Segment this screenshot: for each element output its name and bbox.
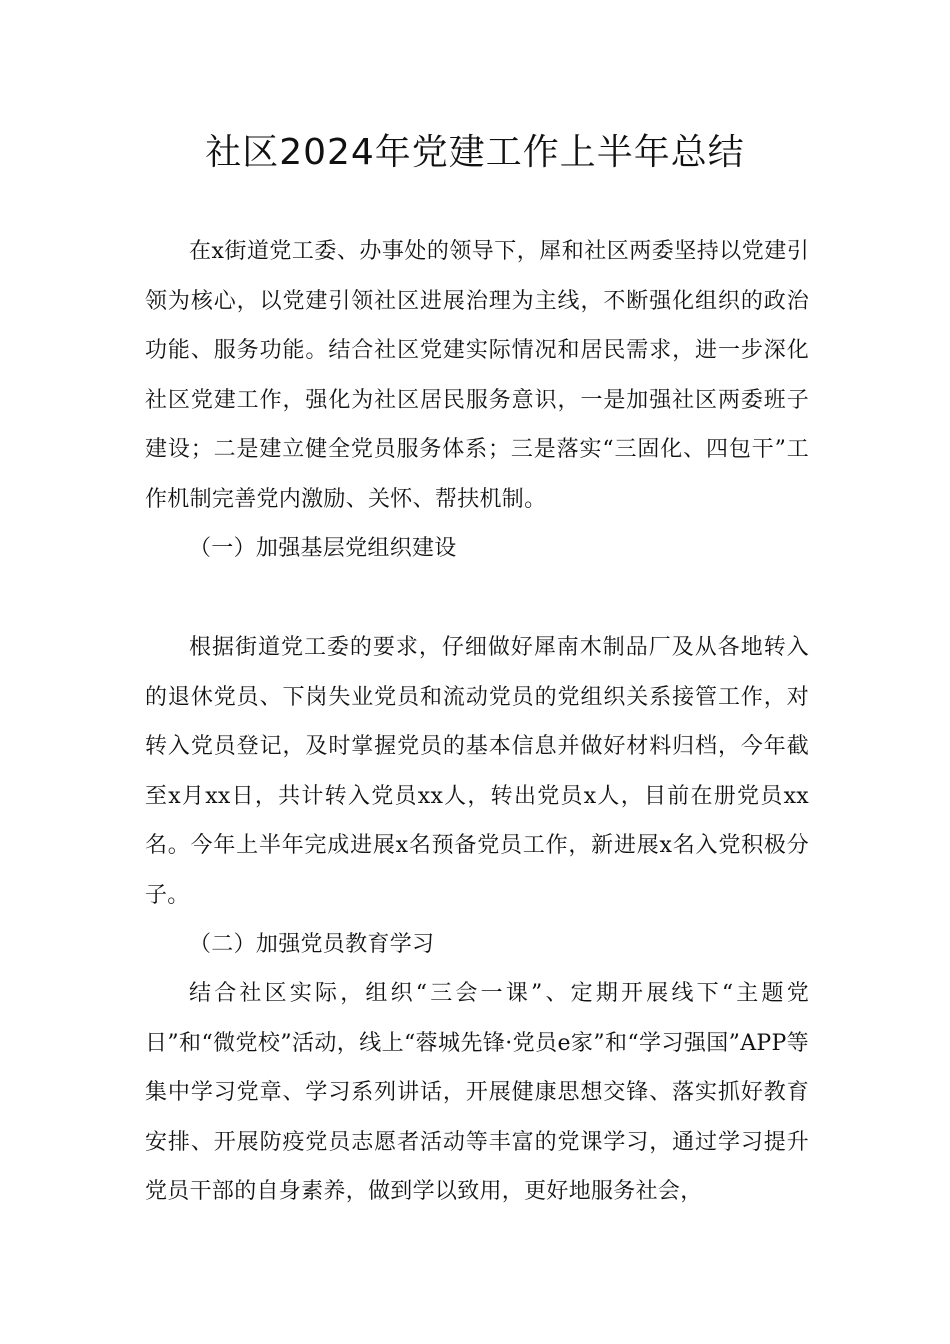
section-body-party-organization: 根据街道党工委的要求，仔细做好犀南木制品厂及从各地转入的退休党员、下岗失业党员和流动党员的党组织关系接管工作，对转入党员登记，及时掌握党员的基本信息并做好材料归档，今年截至x月xx日，共计转入党员xx人，转出党员x人，目前在册党员xx名。今年上半年完成进展x名预备党员工作，新进展x名入党积极分子。 — [145, 635, 809, 908]
section-heading-party-education: （二）加强党员教育学习 — [189, 932, 435, 957]
document-title: 社区2024年党建工作上半年总结 — [205, 132, 745, 173]
intro-paragraph: 在x街道党工委、办事处的领导下，犀和社区两委坚持以党建引领为核心，以党建引领社区进展治理为主线，不断强化组织的政治功能、服务功能。结合社区党建实际情况和居民需求，进一步深化社区党建工作，强化为社区居民服务意识，一是加强社区两委班子建设；二是建立健全党员服务体系；三是落实“三固化、四包干”工作机制完善党内激励、关怀、帮扶机制。 — [145, 239, 809, 512]
section-body-party-education: 结合社区实际，组织“三会一课”、定期开展线下“主题党日”和“微党校”活动，线上“蓉城先锋·党员e家”和“学习强国”APP等集中学习党章、学习系列讲话，开展健康思想交锋、落实抓好教育安排、开展防疫党员志愿者活动等丰富的党课学习，通过学习提升党员干部的自身素养，做到学以致用，更好地服务社会， — [145, 981, 809, 1204]
section-heading-party-organization: （一）加强基层党组织建设 — [189, 536, 457, 561]
